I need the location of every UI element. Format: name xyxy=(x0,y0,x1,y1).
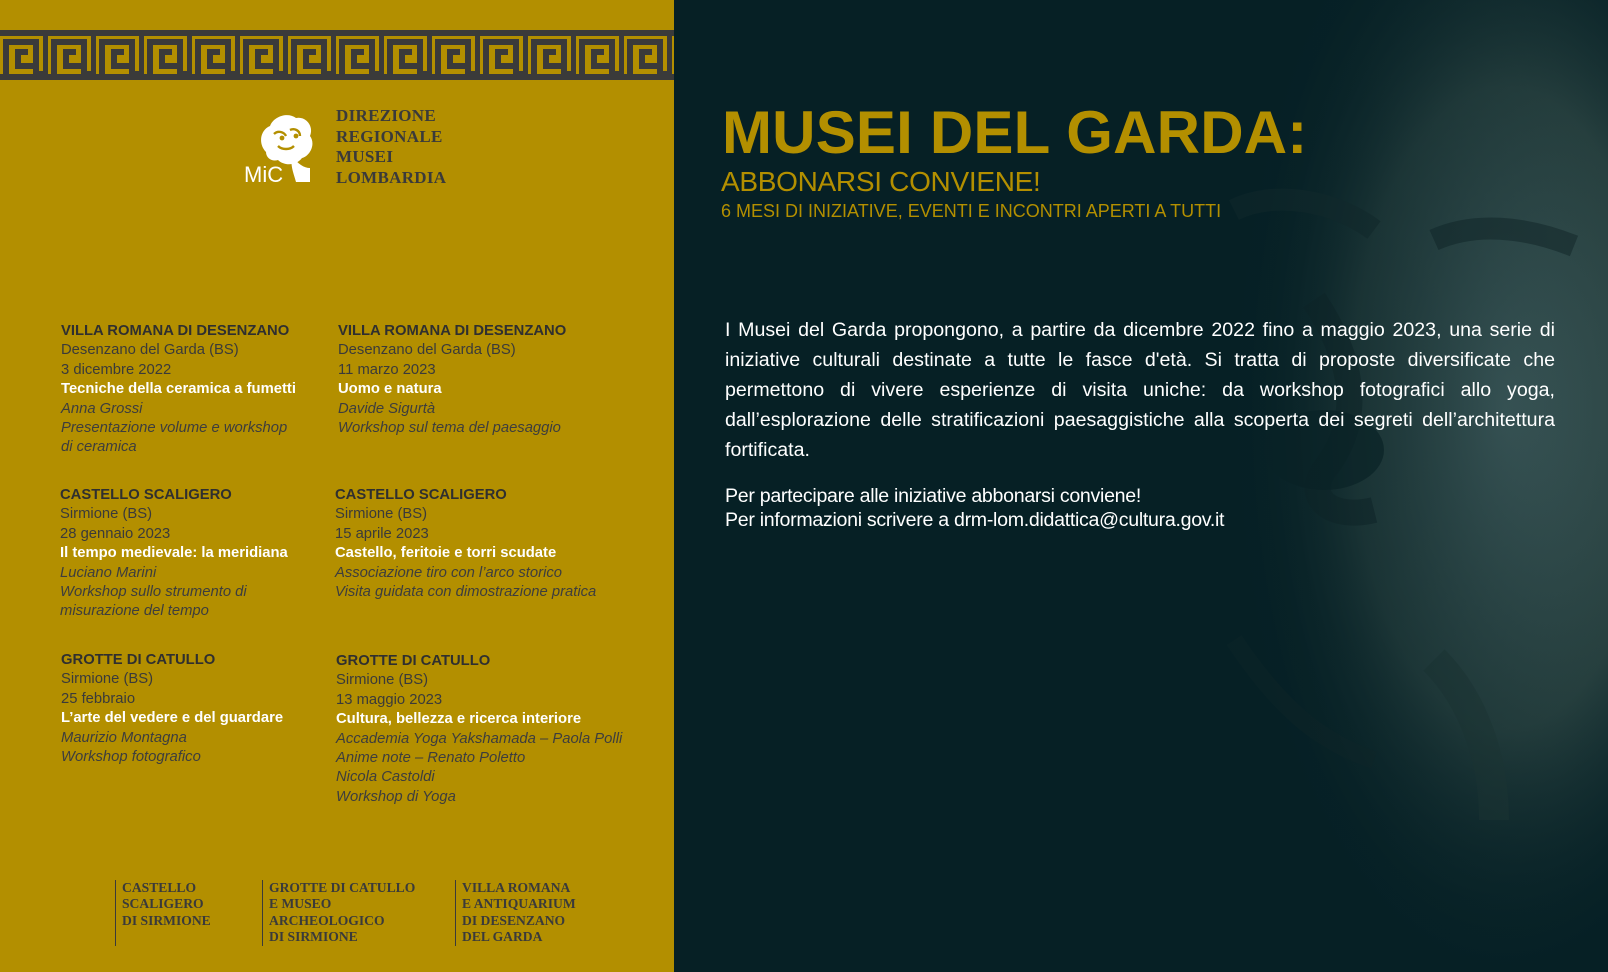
events-list xyxy=(0,0,674,972)
event-detail: Associazione tiro con l’arco storico xyxy=(335,564,562,581)
org-name-line: LOMBARDIA xyxy=(336,167,447,187)
tagline: 6 MESI DI INIZIATIVE, EVENTI E INCONTRI APERTI A TUTTI xyxy=(721,201,1222,221)
event-town: Desenzano del Garda (BS) xyxy=(61,342,239,359)
event-detail: Nicola Castoldi xyxy=(336,769,435,786)
event-town: Sirmione (BS) xyxy=(61,671,154,688)
event-date: 11 marzo 2023 xyxy=(338,361,436,378)
site-line: DI DESENZANO xyxy=(462,912,566,928)
mic-logo-text: MiC xyxy=(244,162,284,184)
site-line: CASTELLO xyxy=(122,880,197,895)
event-date: 28 gennaio 2023 xyxy=(60,525,171,542)
call-to-action xyxy=(725,484,1224,532)
event-detail: Workshop sul tema del paesaggio xyxy=(338,420,561,437)
description-paragraph: I Musei del Garda propongono, a partire da dicembre 2022 fino a maggio 2023, una serie di iniziative culturali destinate a tutte le fasce d'età. Si tratta di proposte diversificate che permettono di vivere esperienze di visita uniche: da workshop fotografici allo yoga, dall’esplorazione delle stratificazioni paesaggistiche alla scoperta dei segreti dell’architettura fortificata. xyxy=(725,319,1555,461)
subtitle: ABBONARSI CONVIENE! xyxy=(721,166,1041,197)
event-item xyxy=(60,486,288,622)
org-name-line: MUSEI xyxy=(336,147,394,166)
site-line: E MUSEO xyxy=(269,896,332,912)
site-line: DEL GARDA xyxy=(462,929,543,945)
event-detail: Maurizio Montagna xyxy=(61,729,187,746)
event-detail: di ceramica xyxy=(61,439,137,456)
site-castello xyxy=(115,880,211,946)
event-title: L’arte del vedere e del guardare xyxy=(61,710,284,727)
cta-line: Per partecipare alle iniziative abbonarsi conviene! xyxy=(725,485,1142,507)
event-detail: Presentazione volume e workshop xyxy=(61,420,288,437)
site-line: GROTTE DI CATULLO xyxy=(269,880,416,895)
left-panel xyxy=(0,0,674,972)
event-item xyxy=(61,651,283,767)
event-title: Il tempo medievale: la meridiana xyxy=(60,545,288,562)
event-town: Sirmione (BS) xyxy=(336,672,429,689)
cta-contact-line: Per informazioni scrivere a drm-lom.didattica@cultura.gov.it xyxy=(725,509,1225,531)
org-name-line: REGIONALE xyxy=(336,126,443,146)
site-grotte xyxy=(262,880,415,946)
event-place: GROTTE DI CATULLO xyxy=(336,653,491,669)
site-villa xyxy=(455,880,576,946)
event-detail: Accademia Yoga Yakshamada – Paola Polli xyxy=(336,730,623,747)
event-detail: Workshop fotografico xyxy=(61,749,201,766)
event-date: 15 aprile 2023 xyxy=(335,525,429,542)
event-place: CASTELLO SCALIGERO xyxy=(335,487,507,503)
museum-sites xyxy=(0,880,674,950)
site-line: DI SIRMIONE xyxy=(269,929,358,945)
event-detail: Workshop di Yoga xyxy=(336,788,456,805)
event-date: 13 maggio 2023 xyxy=(336,691,443,708)
event-place: GROTTE DI CATULLO xyxy=(61,652,216,668)
event-item xyxy=(338,322,566,438)
site-line: DI SIRMIONE xyxy=(122,912,211,928)
site-line: VILLA ROMANA xyxy=(462,880,571,895)
event-title: Castello, feritoie e torri scudate xyxy=(335,545,557,562)
site-line: SCALIGERO xyxy=(122,896,204,912)
event-place: VILLA ROMANA DI DESENZANO xyxy=(61,323,290,339)
event-item xyxy=(335,486,596,602)
event-title: Tecniche della ceramica a fumetti xyxy=(61,381,296,398)
event-detail: Visita guidata con dimostrazione pratica xyxy=(335,584,597,601)
event-town: Sirmione (BS) xyxy=(335,506,428,523)
event-detail: Workshop sullo strumento di xyxy=(60,584,247,601)
event-place: CASTELLO SCALIGERO xyxy=(60,487,232,503)
site-line: ARCHEOLOGICO xyxy=(269,912,385,928)
event-town: Desenzano del Garda (BS) xyxy=(338,342,516,359)
event-title: Uomo e natura xyxy=(338,381,442,398)
event-date: 3 dicembre 2022 xyxy=(61,361,172,378)
event-item xyxy=(336,652,622,807)
event-date: 25 febbraio xyxy=(61,690,136,707)
event-detail: misurazione del tempo xyxy=(60,603,209,620)
event-title: Cultura, bellezza e ricerca interiore xyxy=(336,711,582,728)
event-place: VILLA ROMANA DI DESENZANO xyxy=(338,323,567,339)
event-town: Sirmione (BS) xyxy=(60,506,153,523)
event-item xyxy=(61,322,296,458)
event-detail: Anime note – Renato Poletto xyxy=(336,750,526,767)
event-detail: Davide Sigurtà xyxy=(338,400,436,417)
main-title: MUSEI DEL GARDA: xyxy=(722,99,1308,166)
event-detail: Luciano Marini xyxy=(60,564,157,581)
site-line: E ANTIQUARIUM xyxy=(462,896,576,912)
org-name-line: DIREZIONE xyxy=(336,106,437,125)
event-detail: Anna Grossi xyxy=(61,400,143,417)
